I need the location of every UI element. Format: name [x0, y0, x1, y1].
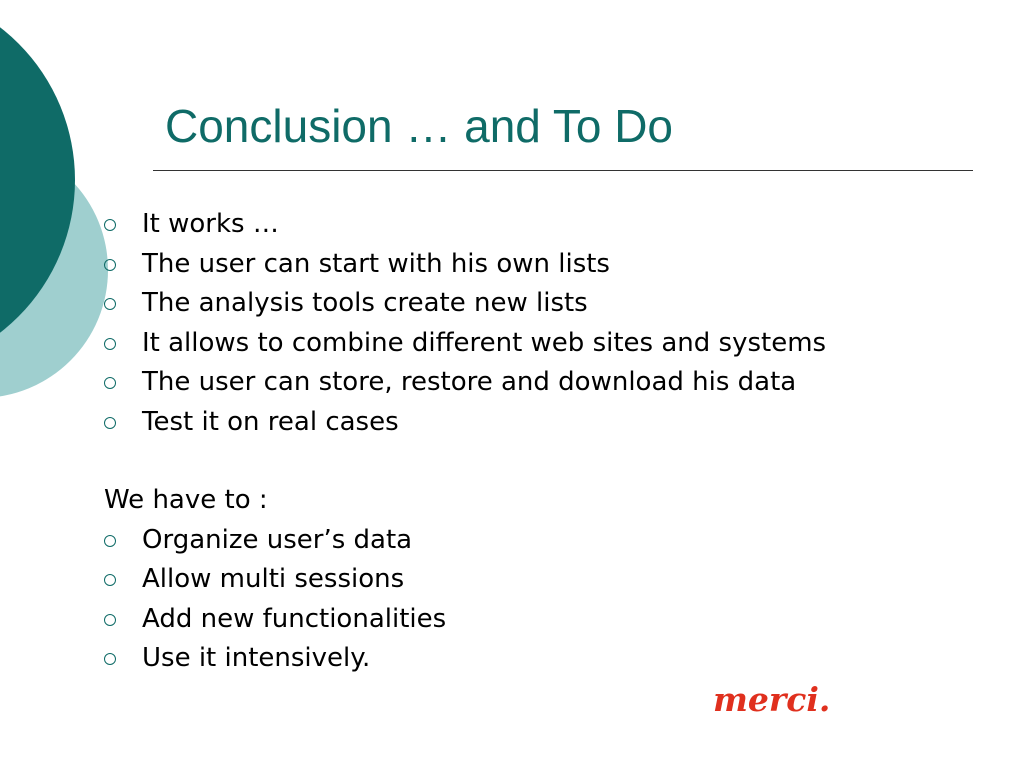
list-item: [104, 521, 1004, 561]
slide-body: [104, 205, 1004, 679]
list-item: [104, 560, 1004, 600]
list-item-text: The user can start with his own lists: [142, 248, 610, 279]
hollow-circle-bullet-icon: [104, 653, 116, 665]
list-item-text: Add new functionalities: [142, 603, 447, 634]
list-item: [104, 205, 1004, 245]
list-item-text: Test it on real cases: [142, 406, 399, 437]
list-item: [104, 600, 1004, 640]
hollow-circle-bullet-icon: [104, 298, 116, 310]
list-item: [104, 363, 1004, 403]
list-item: [104, 284, 1004, 324]
todo-list: [104, 521, 1004, 679]
hollow-circle-bullet-icon: [104, 219, 116, 231]
list-item-text: Use it intensively.: [142, 643, 371, 673]
closing-merci: merci.: [713, 680, 831, 719]
hollow-circle-bullet-icon: [104, 417, 116, 429]
hollow-circle-bullet-icon: [104, 377, 116, 389]
list-item-text: The analysis tools create new lists: [142, 288, 588, 318]
hollow-circle-bullet-icon: [104, 259, 116, 271]
hollow-circle-bullet-icon: [104, 338, 116, 350]
list-item: [104, 639, 1004, 679]
list-item-text: Organize user’s data: [142, 524, 413, 555]
hollow-circle-bullet-icon: [104, 574, 116, 586]
list-item-text: Allow multi sessions: [142, 564, 405, 594]
list-item: [104, 403, 1004, 443]
list-item-text: It works …: [142, 209, 279, 239]
hollow-circle-bullet-icon: [104, 535, 116, 547]
hollow-circle-bullet-icon: [104, 614, 116, 626]
todo-heading: We have to :: [104, 485, 268, 515]
list-item-text: It allows to combine different web sites and systems: [142, 327, 827, 358]
light-teal-circle: [0, 142, 108, 398]
status-list: [104, 205, 1004, 442]
list-item: [104, 324, 1004, 364]
slide-title: Conclusion … and To Do: [165, 100, 673, 152]
dark-teal-circle: [0, 0, 75, 373]
list-item-text: The user can store, restore and download his data: [142, 367, 797, 397]
list-item: [104, 245, 1004, 285]
title-divider: [153, 170, 973, 171]
